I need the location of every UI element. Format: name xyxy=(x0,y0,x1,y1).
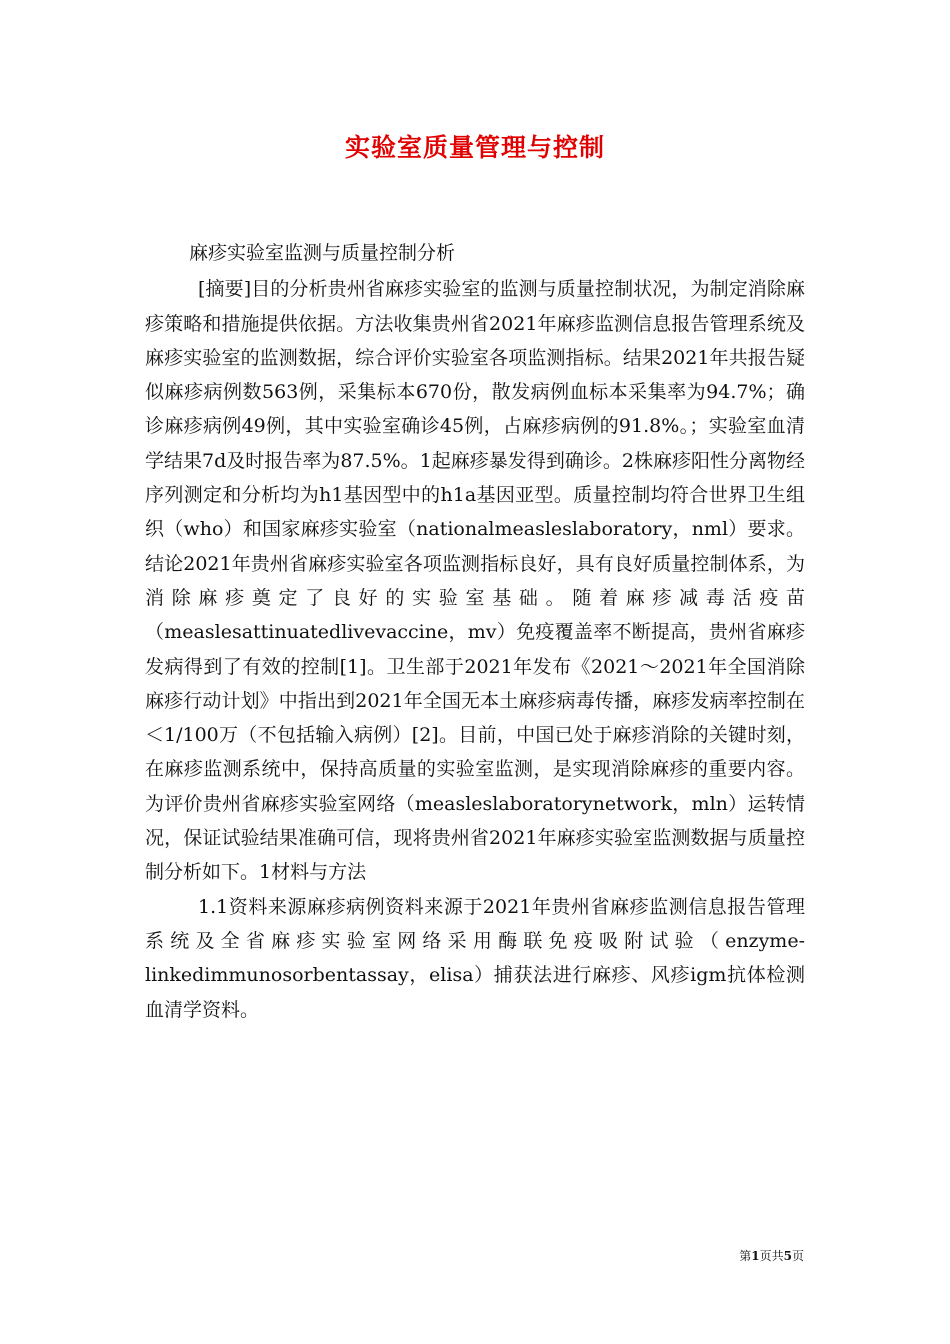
paragraph-abstract: [摘要]目的分析贵州省麻疹实验室的监测与质量控制状况，为制定消除麻疹策略和措施提供依据。方法收集贵州省2021年麻疹监测信息报告管理系统及麻疹实验室的监测数据，综合评价实验室各项监测指标。结果2021年共报告疑似麻疹病例数563例，采集标本670份，散发病例血标本采集率为94.7%；确诊麻疹病例49例，其中实验室确诊45例，占麻疹病例的91.8%。；实验室血清学结果7d及时报告率为87.5%。1起麻疹暴发得到确诊。2株麻疹阳性分离物经序列测定和分析均为h1基因型中的h1a基因亚型。质量控制均符合世界卫生组织（who）和国家麻疹实验室（nationalmeaslеslaboratory，nml）要求。结论2021年贵州省麻疹实验室各项监测指标良好，具有良好质量控制体系，为消除麻疹奠定了良好的实验室基础。随着麻疹减毒活疫苗（measlesattinuatedlivevaccine，mv）免疫覆盖率不断提高，贵州省麻疹发病得到了有效的控制[1]。卫生部于2021年发布《2021～2021年全国消除麻疹行动计划》中指出到2021年全国无本土麻疹病毒传播，麻疹发病率控制在＜1/100万（不包括输入病例）[2]。目前，中国已处于麻疹消除的关键时刻，在麻疹监测系统中，保持高质量的实验室监测，是实现消除麻疹的重要内容。为评价贵州省麻疹实验室网络（measleslaboratorynetwork，mln）运转情况，保证试验结果准确可信，现将贵州省2021年麻疹实验室监测数据与质量控制分析如下。1材料与方法 xyxy=(145,278,805,884)
page-footer xyxy=(739,1247,804,1264)
footer-prefix: 第 xyxy=(739,1249,752,1263)
footer-page-number: 1 xyxy=(751,1249,760,1263)
document-title: 实验室质量管理与控制 xyxy=(344,133,605,162)
footer-suffix: 页 xyxy=(791,1249,804,1263)
footer-total-pages: 5 xyxy=(783,1249,792,1263)
document-body xyxy=(145,236,805,1027)
footer-middle: 页共 xyxy=(759,1249,784,1263)
paragraph-data-source: 1.1资料来源麻疹病例资料来源于2021年贵州省麻疹监测信息报告管理系统及全省麻疹实验室网络采用酶联免疫吸附试验（enzyme-linkedimmunosorbentassay，elisa）捕获法进行麻疹、风疹igm抗体检测血清学资料。 xyxy=(145,895,805,1021)
section-subtitle: 麻疹实验室监测与质量控制分析 xyxy=(189,242,456,264)
